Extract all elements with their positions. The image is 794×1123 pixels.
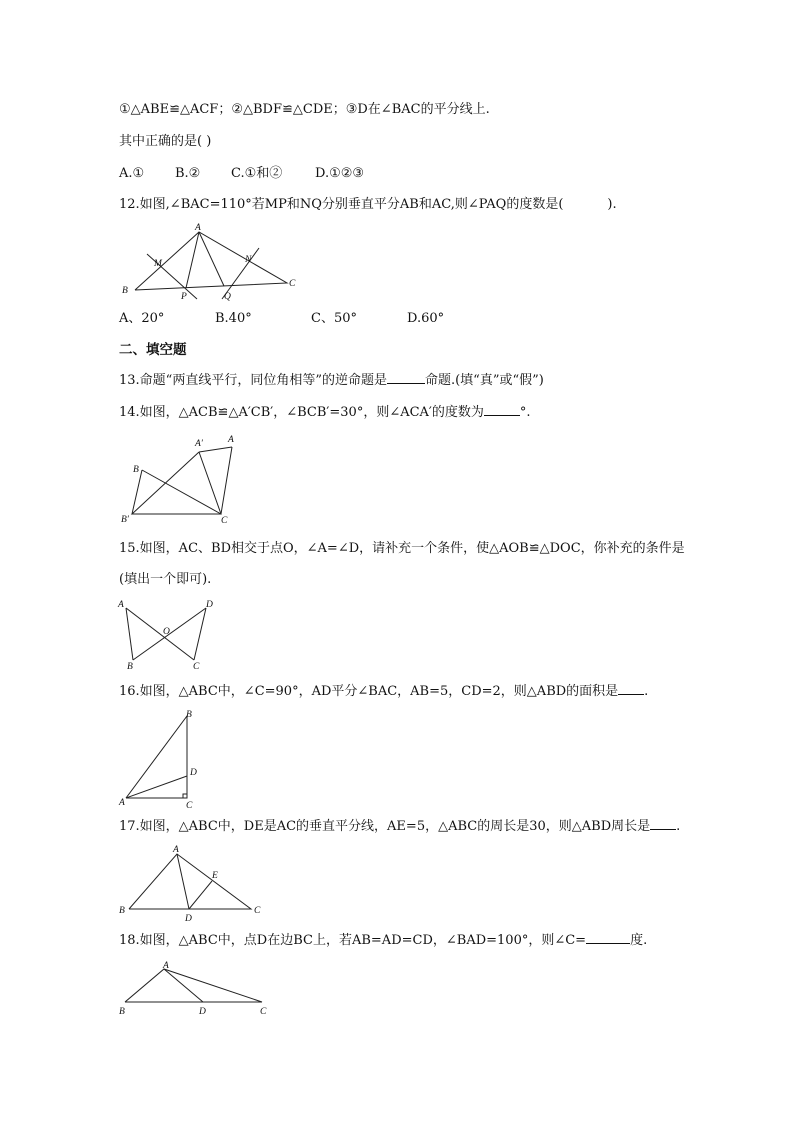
q17-figure [117, 842, 272, 927]
q11-option-b: B.② [175, 166, 201, 181]
q14-label-b2: B′ [121, 515, 129, 525]
q14-label-a: A [228, 435, 234, 445]
q14-triangle-a2cb2 [132, 452, 221, 514]
q12-figure [117, 220, 302, 302]
q18-label-b: B [119, 1007, 125, 1017]
q12-segment-aq [199, 232, 224, 286]
q14-question: 14.如图，△ACB≌△A′CB′，∠BCB′=30°，则∠ACA′的度数为 °. [119, 405, 531, 420]
q12-options [119, 310, 444, 328]
q18-segment-ad [164, 969, 203, 1002]
q13-text: 13.命题“两直线平行，同位角相等”的逆命题是 [119, 373, 387, 388]
q11-option-c: C.①和② [231, 166, 283, 181]
q12-segment-ap [186, 232, 199, 288]
q14-label-a2: A′ [195, 439, 203, 449]
q17-triangle [129, 854, 251, 909]
q11-options [119, 165, 364, 183]
q17-answer-blank[interactable] [650, 829, 676, 830]
q16-label-c: C [186, 801, 193, 811]
q12-label-c: C [289, 279, 296, 289]
q12-label-n: N [245, 255, 252, 265]
q17-text: 17.如图，△ABC中，DE是AC的垂直平分线，AE=5，△ABC的周长是30，则△ABD周长是 [119, 819, 651, 834]
q12-option-a: A、20° [119, 311, 165, 326]
q15-question-line1: 15.如图，AC、BD相交于点O，∠A=∠D，请补充一个条件，使△AOB≌△DOC，你补充的条件是 [119, 541, 685, 556]
q17-label-b: B [119, 906, 125, 916]
q16-answer-blank[interactable] [618, 694, 644, 695]
q17-label-d: D [185, 914, 192, 924]
q15-label-o: O [163, 627, 170, 637]
q13-answer-blank[interactable] [387, 383, 425, 384]
q11-option-d: D.①②③ [315, 166, 365, 181]
section-heading: 二、填空题 [119, 342, 187, 358]
q15-label-d: D [206, 600, 213, 610]
q17-segment-ad [177, 854, 189, 909]
q18-triangle [125, 969, 262, 1002]
q15-label-b: B [127, 662, 133, 671]
q11-option-a: A.① [119, 166, 145, 181]
q14-figure [117, 432, 242, 527]
q13-question: 13.命题“两直线平行，同位角相等”的逆命题是 命题.(填“真”或“假”) [119, 373, 544, 388]
q14-text: 14.如图，△ACB≌△A′CB′，∠BCB′=30°，则∠ACA′的度数为 [119, 405, 484, 420]
q12-text: 12.如图,∠BAC=110°若MP和NQ分别垂直平分AB和AC,则∠PAQ的度数是( [119, 197, 564, 212]
q14-segment-a2a [199, 447, 232, 452]
q17-question: 17.如图，△ABC中，DE是AC的垂直平分线，AE=5，△ABC的周长是30，则△ABD周长是 . [119, 819, 681, 834]
q12-question: 12.如图,∠BAC=110°若MP和NQ分别垂直平分AB和AC,则∠PAQ的度数是( ). [119, 197, 617, 212]
q18-question: 18.如图，△ABC中，点D在边BC上，若AB=AD=CD，∠BAD=100°，则∠C= 度. [119, 933, 648, 948]
q15-label-c: C [193, 662, 200, 671]
q18-label-a: A [163, 961, 169, 971]
q11-prompt: 其中正确的是( ) [119, 134, 212, 149]
q16-label-b: B [186, 710, 192, 720]
q14-label-c: C [221, 516, 228, 526]
q18-label-c: C [260, 1007, 267, 1017]
q12-label-a: A [195, 223, 201, 233]
q16-question: 16.如图，△ABC中，∠C=90°，AD平分∠BAC，AB=5，CD=2，则△ABD的面积是 . [119, 684, 649, 699]
q18-answer-blank[interactable] [586, 943, 630, 944]
q17-label-c: C [254, 906, 261, 916]
q14-label-b: B [133, 465, 139, 475]
q12-label-m: M [154, 259, 162, 269]
q11-statements: ①△ABE≌△ACF；②△BDF≌△CDE；③D在∠BAC的平分线上. [119, 102, 490, 117]
q12-option-c: C、50° [311, 311, 357, 326]
q15-question-line2: (填出一个即可). [119, 572, 212, 587]
q16-segment-ad [126, 776, 187, 798]
q16-label-a: A [119, 798, 125, 808]
q15-figure [117, 597, 217, 671]
q17-label-a: A [173, 845, 179, 855]
q14-answer-blank[interactable] [484, 415, 520, 416]
q12-label-q: Q [224, 292, 231, 302]
q16-figure [117, 707, 202, 812]
q16-triangle [126, 716, 187, 798]
q16-label-d: D [190, 768, 197, 778]
q18-label-d: D [199, 1007, 206, 1017]
q16-text: 16.如图，△ABC中，∠C=90°，AD平分∠BAC，AB=5，CD=2，则△ABD的面积是 [119, 684, 619, 699]
q15-segment-ab [126, 608, 133, 660]
q17-label-e: E [212, 871, 218, 881]
q17-segment-de [189, 881, 212, 909]
q16-right-angle-mark [183, 794, 187, 798]
q15-segment-ac [126, 608, 194, 660]
q14-segment-bb2 [132, 470, 142, 514]
q18-text: 18.如图，△ABC中，点D在边BC上，若AB=AD=CD，∠BAD=100°，则∠C= [119, 933, 587, 948]
q14-triangle-acb [142, 447, 232, 514]
q12-label-b: B [122, 286, 128, 296]
q12-option-b: B.40° [215, 311, 252, 326]
q18-figure [117, 957, 277, 1019]
q12-option-d: D.60° [407, 311, 445, 326]
q15-label-a: A [118, 600, 124, 610]
q12-label-p: P [181, 292, 187, 302]
